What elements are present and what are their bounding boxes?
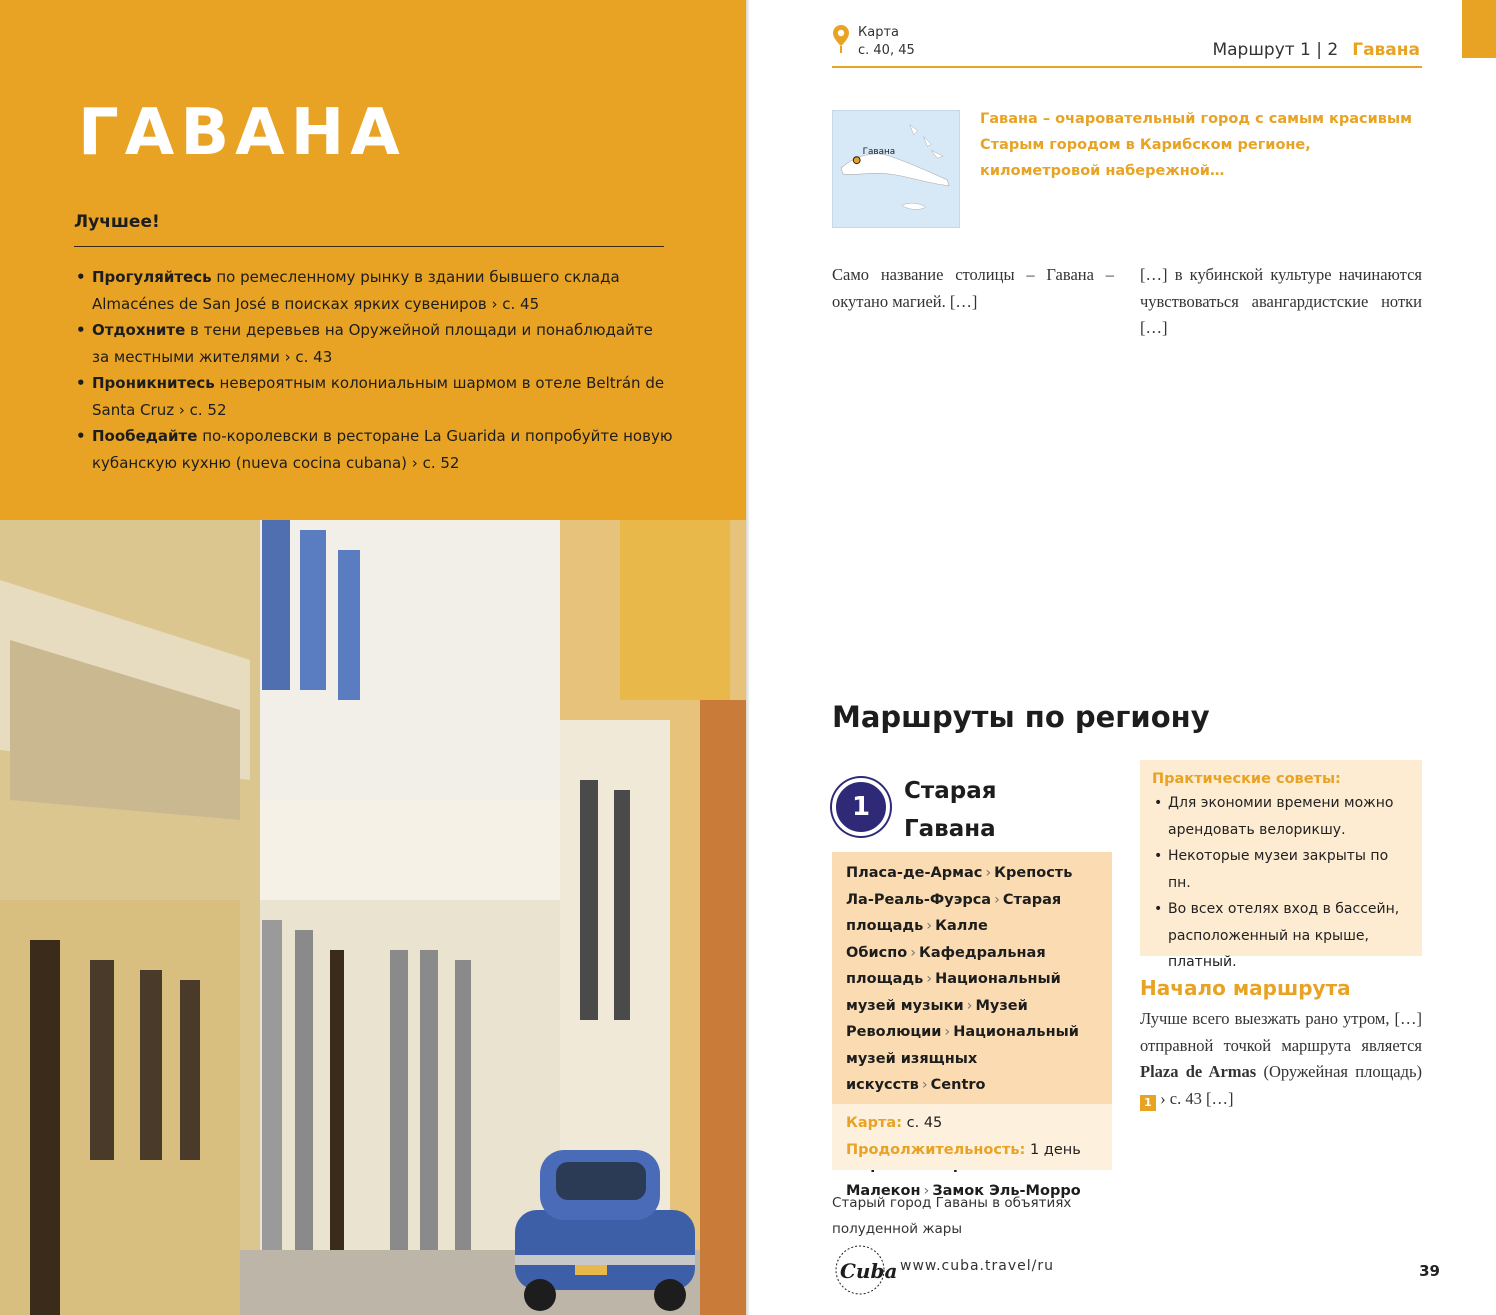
start-text: Лучше всего выезжать рано утром, […] отправной точкой маршрута является Plaza de Armas (Оружейная площадь) 1 › с. 43 […] <box>1140 1009 1423 1109</box>
footer-url[interactable]: www.cuba.travel/ru <box>900 1258 1054 1274</box>
page-tab <box>1462 0 1496 58</box>
map-ref-pages: с. 40, 45 <box>858 43 915 58</box>
route-number-badge: 1 <box>832 778 890 836</box>
page-number: 39 <box>1419 1262 1440 1280</box>
running-head: Маршрут 1 | 2 Гавана <box>1212 40 1420 60</box>
route-separator: › <box>994 891 1000 908</box>
section-title: Маршруты по региону <box>832 700 1210 734</box>
tip-item: • Для экономии времени можно арендовать велорикшу. <box>1152 790 1410 843</box>
tips-box <box>1140 760 1422 970</box>
map-ref-label: Карта <box>858 25 899 40</box>
route-separator: › <box>910 944 916 961</box>
route-stop: Крепость Ла-Реаль-Фуэрса <box>846 865 1073 908</box>
route-separator: › <box>985 865 992 881</box>
running-head-city: Гавана <box>1352 40 1420 60</box>
best-item: • Проникнитесь невероятным колониальным шармом в отеле Beltrán de Santa Cruz › с. 52 <box>74 370 674 423</box>
route-separator: › <box>966 997 973 1014</box>
route-duration: Продолжительность: 1 день <box>846 1141 1081 1158</box>
street-photo <box>0 520 746 1315</box>
best-item: • Прогуляйтесь по ремесленному рынку в здании бывшего склада Almacénes de San José в поисках ярких сувениров › с. 45 <box>74 264 674 317</box>
route-separator: › <box>926 971 933 987</box>
route-stop: Калле Обиспо <box>846 918 988 961</box>
best-label: Лучшее! <box>74 212 160 232</box>
divider <box>832 66 1422 68</box>
photo-caption: Старый город Гаваны в объятиях полуденной жары <box>832 1195 1072 1237</box>
route-stop: Старая площадь <box>846 891 1062 934</box>
right-page <box>750 0 1496 1315</box>
route-meta <box>832 1104 1112 1170</box>
route-stop: Замок Эль-Морро <box>932 1183 1081 1199</box>
route-separator: › <box>926 918 933 934</box>
tip-item: • Некоторые музеи закрыты по пн. <box>1152 843 1410 896</box>
map-reference <box>832 24 915 60</box>
tips-title: Практические советы: <box>1152 771 1341 787</box>
cuba-mini-map <box>832 110 960 228</box>
route-stop: Малекон <box>846 1183 921 1199</box>
body-text-column-1: Само название столицы – Гавана – окутано магией. […] <box>832 265 1114 311</box>
route-separator: › <box>923 1183 930 1199</box>
best-item: • Пообедайте по-королевски в ресторане La Guarida и попробуйте новую кубанскую кухню (nueva cocina cubana) › с. 52 <box>74 423 674 476</box>
body-text-column-2: […] в кубинской культуре начинаются чувствоваться авангардистские нотки […] <box>1140 265 1422 338</box>
street-photo-illustration <box>0 520 746 1315</box>
route-stop: Национальный музей изящных искусств <box>846 1024 1079 1093</box>
best-list <box>74 264 674 476</box>
route-stop: Кафедральная площадь <box>846 944 1046 987</box>
route-stop: Музей Революции <box>846 997 1028 1040</box>
page-title: ГАВАНА <box>78 96 406 170</box>
route-stop: Centro <box>930 1077 986 1093</box>
divider <box>74 246 664 247</box>
svg-text:Cuba: Cuba <box>840 1259 898 1283</box>
route-separator: › <box>944 1024 951 1040</box>
map-pin-icon <box>832 24 850 54</box>
route-name: Старая Гавана <box>904 778 997 842</box>
tip-item: • Во всех отелях вход в бассейн, расположенный на крыше, платный. <box>1152 896 1410 976</box>
route-separator: › <box>921 1077 928 1093</box>
location-marker: 1 <box>1140 1095 1156 1111</box>
route-stop: Пласа-де-Армас <box>846 865 983 881</box>
start-title: Начало маршрута <box>1140 976 1351 1000</box>
cuba-logo <box>832 1244 898 1296</box>
best-item: • Отдохните в тени деревьев на Оружейной площади и понаблюдайте за местными жителями › с. 43 <box>74 317 674 370</box>
route-map-ref: Карта: с. 45 <box>846 1115 943 1131</box>
left-page <box>0 0 746 1315</box>
title-panel <box>0 0 746 520</box>
intro-text: Гавана – очаровательный город с самым красивым Старым городом в Карибском регионе, километровой набережной… <box>980 111 1412 179</box>
route-stop: Национальный музей музыки <box>846 971 1061 1014</box>
mini-map-label: Гавана <box>862 147 896 158</box>
